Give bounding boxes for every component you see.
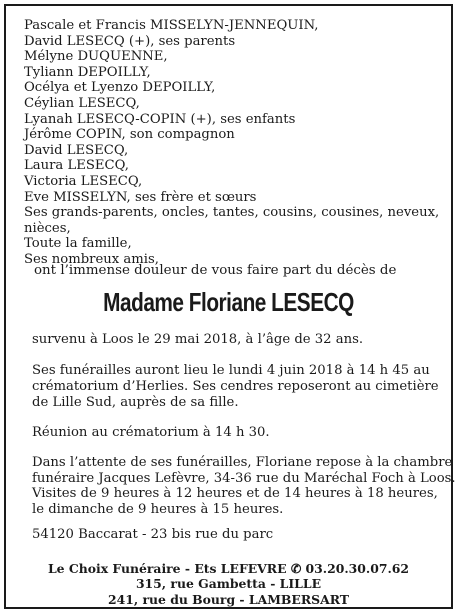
reunion-line: Réunion au crématorium à 14 h 30. bbox=[32, 425, 270, 440]
funeral-home-name: Le Choix Funéraire - Ets LEFEVRE ✆ 03.20.30.07.62 bbox=[47, 561, 410, 576]
death-line: survenu à Loos le 29 mai 2018, à l’âge de 32 ans. bbox=[32, 332, 364, 347]
address-line: 54120 Baccarat - 23 bis rue du parc bbox=[32, 527, 274, 542]
visits-line: Visites de 9 heures à 12 heures et de 14 heures à 18 heures, bbox=[32, 486, 438, 501]
chamber-line: funéraire Jacques Lefèvre, 34-36 rue du Maréchal Foch à Loos. bbox=[32, 471, 456, 487]
family-list bbox=[24, 18, 444, 268]
family-line: Mélyne DUQUENNE, bbox=[24, 49, 168, 65]
funeral-home-address-lambersart: 241, rue du Bourg - LAMBERSART bbox=[107, 591, 350, 607]
family-line: Céylian LESECQ, bbox=[24, 95, 140, 111]
family-line: Ses nombreux amis, bbox=[24, 251, 159, 267]
family-line: Lyanah LESECQ-COPIN (+), ses enfants bbox=[24, 111, 296, 127]
funeral-details bbox=[32, 363, 446, 412]
family-line: Pascale et Francis MISSELYN-JENNEQUIN, bbox=[24, 18, 319, 33]
family-line: Eve MISSELYN, ses frère et sœurs bbox=[24, 189, 257, 205]
visits-line: le dimanche de 9 heures à 15 heures. bbox=[32, 502, 284, 518]
chamber-details bbox=[32, 455, 456, 487]
family-line: Jérôme COPIN, son compagnon bbox=[24, 127, 235, 143]
family-line: Victoria LESECQ, bbox=[24, 173, 143, 189]
funeral-line: Ses funérailles auront lieu le lundi 4 juin 2018 à 14 h 45 au bbox=[32, 363, 430, 378]
funeral-line: crématorium d’Herlies. Ses cendres reposeront au cimetière bbox=[32, 379, 439, 395]
address-details bbox=[32, 527, 446, 543]
family-line: Tyliann DEPOILLY, bbox=[24, 64, 151, 80]
obituary-notice bbox=[4, 4, 456, 609]
family-line: David LESECQ, bbox=[24, 142, 129, 158]
funeral-home-address-lille: 315, rue Gambetta - LILLE bbox=[135, 576, 322, 592]
chamber-line: Dans l’attente de ses funérailles, Floriane repose à la chambre bbox=[32, 455, 453, 470]
family-line: Laura LESECQ, bbox=[24, 158, 129, 174]
family-line: David LESECQ (+), ses parents bbox=[24, 33, 236, 49]
deceased-name: Madame Floriane LESECQ bbox=[103, 287, 354, 317]
funeral-home-footer bbox=[6, 561, 451, 607]
family-line: Toute la famille, bbox=[24, 236, 132, 252]
visits-details bbox=[32, 486, 446, 518]
death-details bbox=[32, 332, 446, 348]
announcement-intro: ont l’immense douleur de vous faire part du décès de bbox=[34, 263, 397, 278]
reunion-details bbox=[32, 425, 446, 441]
family-line: nièces, bbox=[24, 220, 71, 236]
family-line: Ses grands-parents, oncles, tantes, cousins, cousines, neveux, bbox=[24, 205, 440, 221]
family-line: Océlya et Lyenzo DEPOILLY, bbox=[24, 80, 216, 96]
funeral-line: de Lille Sud, auprès de sa fille. bbox=[32, 395, 239, 411]
